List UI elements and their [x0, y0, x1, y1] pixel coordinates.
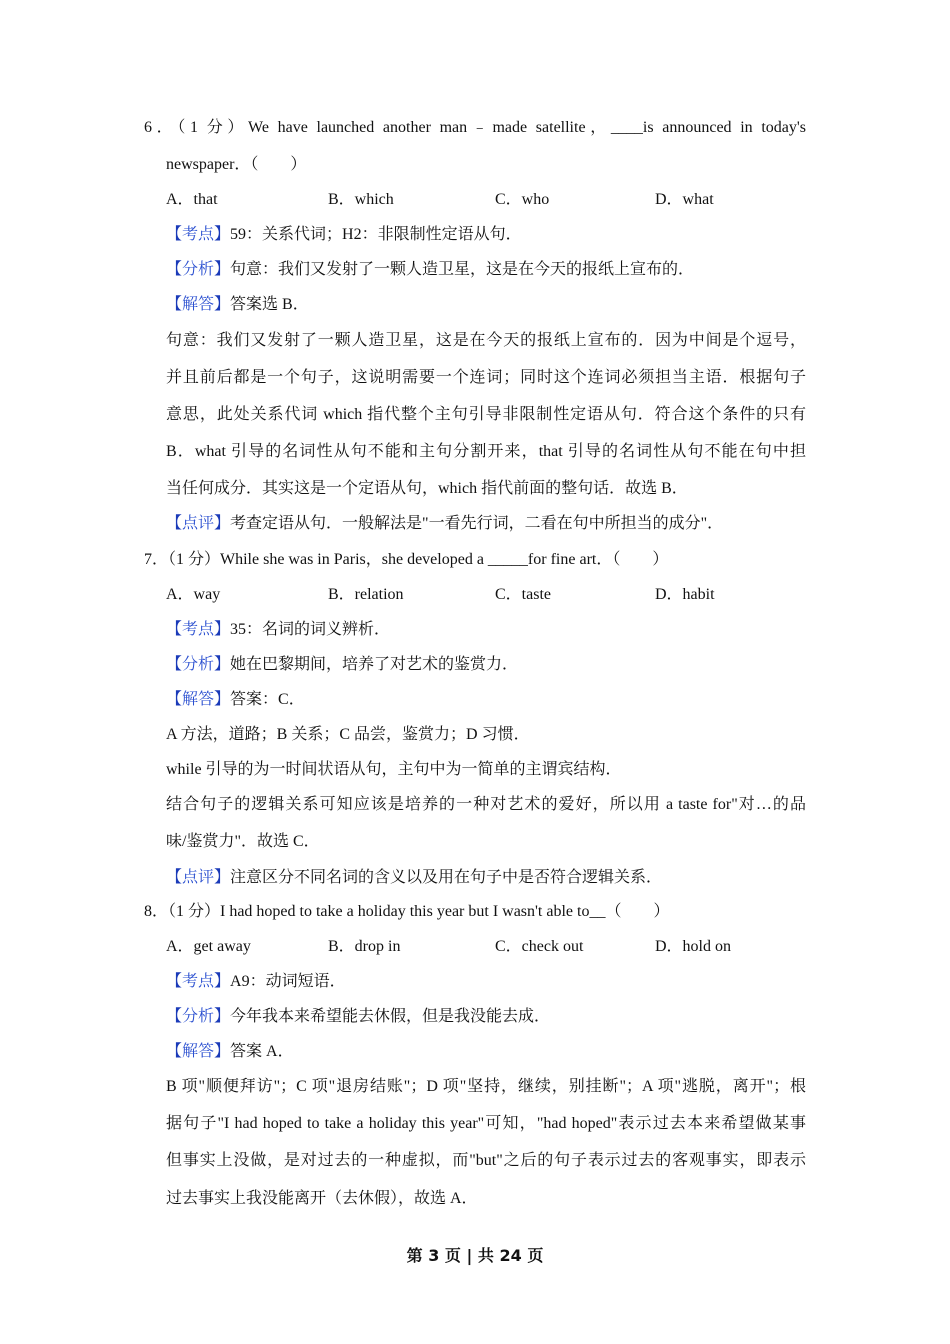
kaodian: 【考点】59：关系代词；H2：非限制性定语从句． [166, 226, 522, 243]
option-d: D．hold on [655, 938, 732, 955]
option-d: D．what [655, 191, 714, 208]
option-b: B．relation [328, 586, 404, 603]
explanation-line: while 引导的为一时间状语从句，主句中为一简单的主谓宾结构． [166, 761, 622, 778]
jieda: 【解答】答案选 B． [166, 296, 309, 313]
dianping: 【点评】注意区分不同名词的含义以及用在句子中是否符合逻辑关系． [166, 869, 663, 886]
option-d: D．habit [655, 586, 715, 603]
option-b: B．drop in [328, 938, 401, 955]
kaodian: 【考点】A9：动词短语． [166, 973, 346, 990]
explanation-line: 意思，此处关系代词 which 指代整个主句引导非限制性定语从句．符合这个条件的只有 [166, 406, 806, 423]
jieda: 【解答】答案 A． [166, 1043, 294, 1060]
option-c: C．who [495, 191, 550, 208]
jieda: 【解答】答案：C． [166, 691, 305, 708]
explanation-line: 句意：我们又发射了一颗人造卫星，这是在今天的报纸上宣布的．因为中间是个逗号， [166, 332, 806, 349]
question-6-stem: 6．（1 分）We have launched another man﹣made satellite，____is announced in today's [144, 119, 806, 136]
fenxi: 【分析】她在巴黎期间，培养了对艺术的鉴赏力． [166, 656, 519, 673]
option-a: A．get away [166, 938, 251, 955]
fenxi: 【分析】句意：我们又发射了一颗人造卫星，这是在今天的报纸上宣布的． [166, 261, 695, 278]
page-footer: 第 3 页 | 共 24 页 [406, 1246, 544, 1265]
explanation-line: 并且前后都是一个句子，这说明需要一个连词；同时这个连词必须担当主语．根据句子 [166, 369, 806, 386]
dianping: 【点评】考查定语从句．一般解法是"一看先行词，二看在句中所担当的成分"． [166, 515, 724, 532]
option-b: B．which [328, 191, 394, 208]
explanation-line: 过去事实上我没能离开（去休假），故选 A． [166, 1190, 478, 1207]
option-a: A．that [166, 191, 218, 208]
fenxi: 【分析】今年我本来希望能去休假，但是我没能去成． [166, 1008, 551, 1025]
explanation-line: B 项"顺便拜访"；C 项"退房结账"；D 项"坚持，继续，别挂断"；A 项"逃脱，离开"；根 [166, 1078, 806, 1095]
option-c: C．check out [495, 938, 584, 955]
question-6-stem-cont: newspaper．（ ） [166, 156, 307, 173]
explanation-line: 据句子"I had hoped to take a holiday this year"可知，"had hoped"表示过去本来希望做某事 [166, 1115, 806, 1132]
option-c: C．taste [495, 586, 551, 603]
explanation-line: 当任何成分．其实这是一个定语从句，which 指代前面的整句话．故选 B． [166, 480, 688, 497]
question-8-stem: 8．（1 分）I had hoped to take a holiday this year but I wasn't able to__（ ） [144, 903, 670, 920]
explanation-line: B．what 引导的名词性从句不能和主句分割开来，that 引导的名词性从句不能在句中担 [166, 443, 806, 460]
explanation-line: 味/鉴赏力"．故选 C． [166, 833, 320, 850]
option-a: A．way [166, 586, 221, 603]
kaodian: 【考点】35：名词的词义辨析． [166, 621, 391, 638]
explanation-line: 但事实上没做，是对过去的一种虚拟，而"but"之后的句子表示过去的客观事实，即表示 [166, 1152, 806, 1169]
question-7-stem: 7．（1 分）While she was in Paris，she developed a _____for fine art．（ ） [144, 551, 669, 568]
explanation-line: 结合句子的逻辑关系可知应该是培养的一种对艺术的爱好，所以用 a taste for"对…的品 [166, 796, 806, 813]
explanation-line: A 方法，道路；B 关系；C 品尝，鉴赏力；D 习惯． [166, 726, 530, 743]
